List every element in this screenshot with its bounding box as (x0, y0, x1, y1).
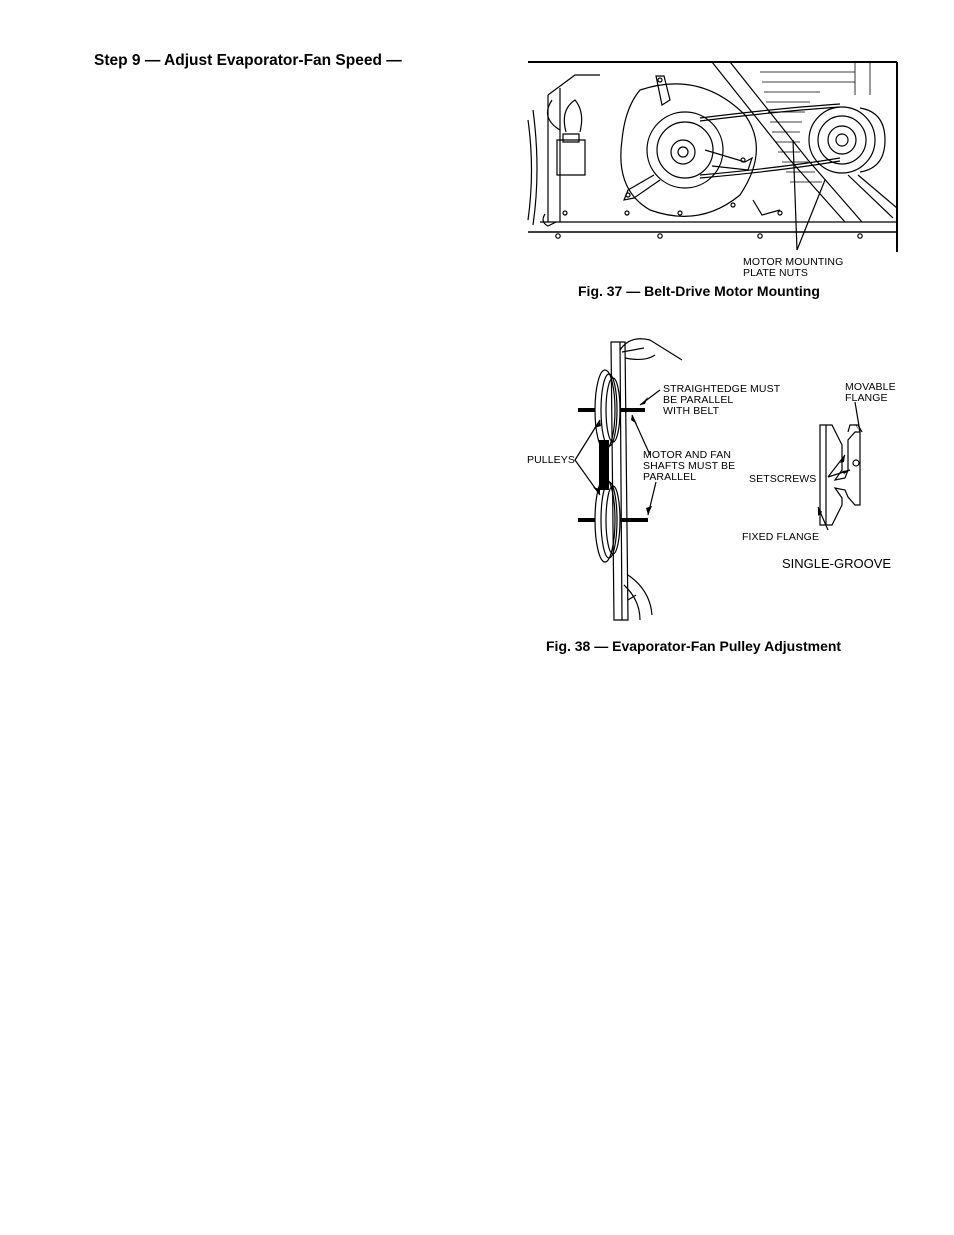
label-straightedge-line2: BE PARALLEL (663, 394, 734, 406)
label-setscrews: SETSCREWS (749, 473, 817, 485)
label-pulleys: PULLEYS (527, 454, 575, 466)
label-straightedge-line3: WITH BELT (663, 405, 720, 417)
label-fixed-flange: FIXED FLANGE (742, 531, 820, 543)
label-shafts-line2: SHAFTS MUST BE (643, 460, 736, 472)
label-shafts-line3: PARALLEL (643, 471, 697, 483)
label-straightedge-line1: STRAIGHTEDGE MUST (663, 383, 781, 395)
label-single-groove: SINGLE-GROOVE (782, 556, 892, 571)
figure-37-caption: Fig. 37 — Belt-Drive Motor Mounting (578, 283, 820, 299)
label-movable-flange-line2: FLANGE (845, 392, 888, 404)
figure-38-caption: Fig. 38 — Evaporator-Fan Pulley Adjustment (546, 638, 842, 654)
callout-motor-mounting-line1: MOTOR MOUNTING (743, 256, 844, 268)
label-shafts-line1: MOTOR AND FAN (643, 449, 732, 461)
callout-motor-mounting-line2: PLATE NUTS (743, 267, 808, 279)
section-heading: Step 9 — Adjust Evaporator-Fan Speed — (94, 52, 402, 69)
label-movable-flange-line1: MOVABLE (845, 381, 896, 393)
